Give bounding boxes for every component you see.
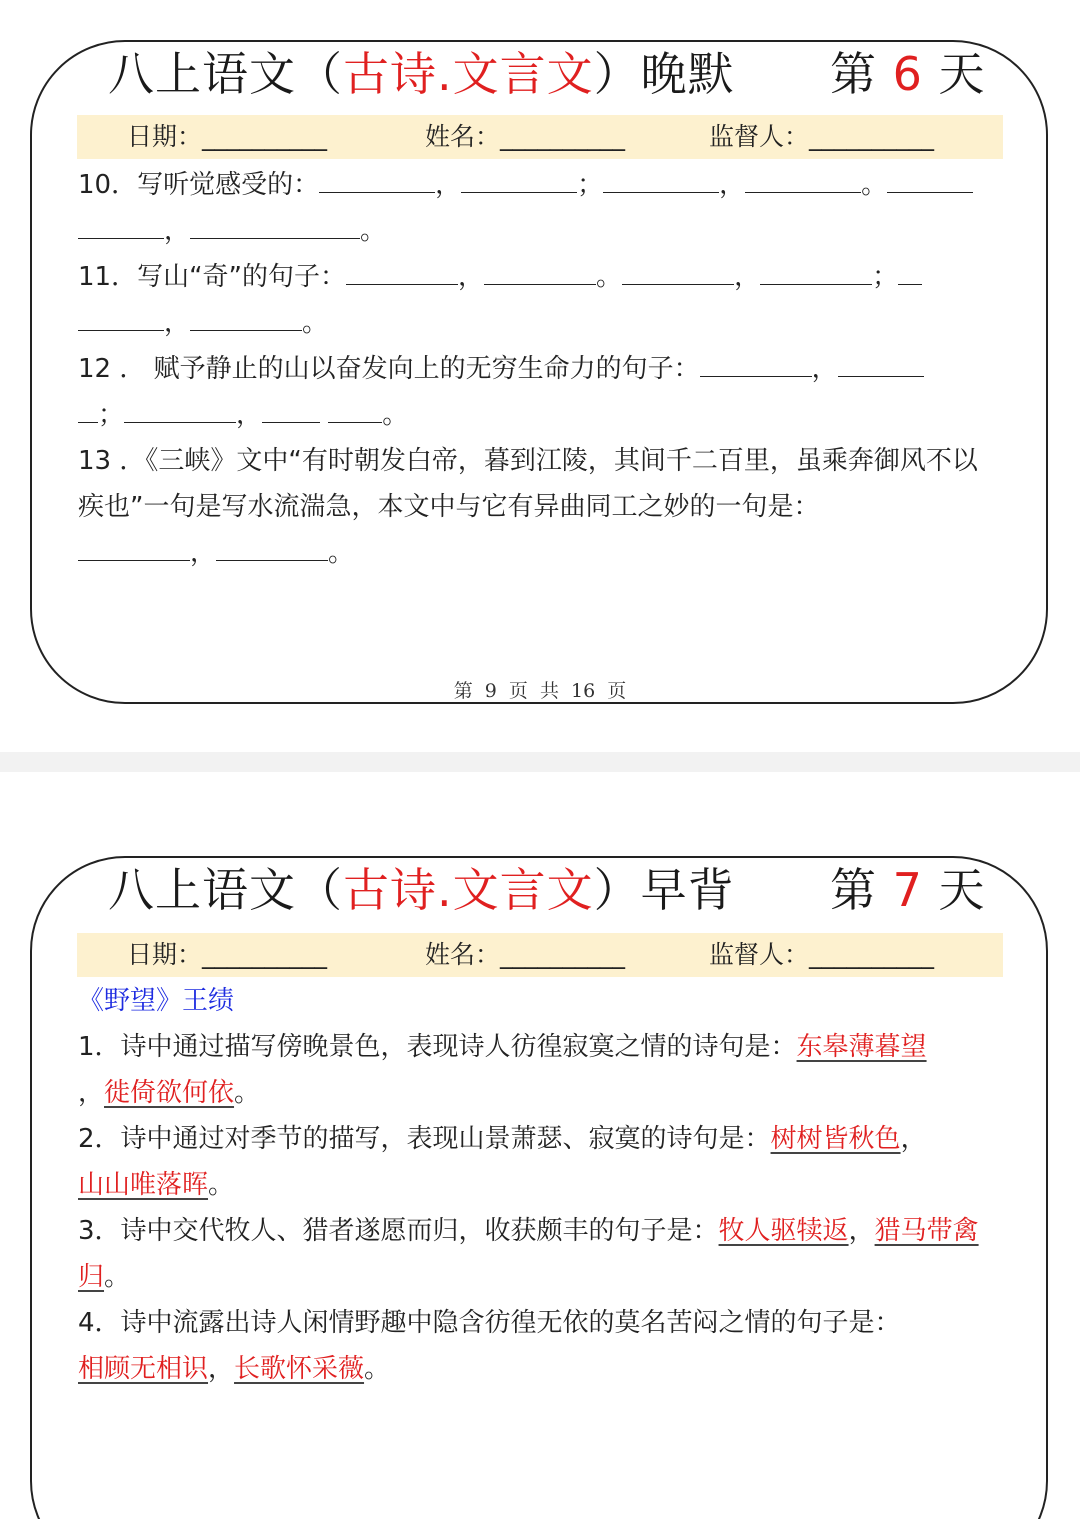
answer: 牧人驱犊返 [718, 1216, 849, 1246]
question-11: 11．写山“奇”的句子： ， 。 ， ； ， 。 [78, 254, 1003, 346]
answer: 相顾无相识 [78, 1354, 209, 1384]
name-field[interactable]: 姓名：__________ [425, 940, 626, 969]
question-2: 2．诗中通过对季节的描写，表现山景萧瑟、寂寞的诗句是：树树皆秋色， 山山唯落晖。 [78, 1124, 927, 1200]
question-1: 1．诗中通过描写傍晚景色，表现诗人彷徨寂寞之情的诗句是：东皋薄暮望 ，徙倚欲何依。 [78, 1032, 927, 1108]
date-field[interactable]: 日期：__________ [127, 940, 328, 969]
question-4: 4．诗中流露出诗人闲情野趣中隐含彷徨无依的莫名苦闷之情的句子是： 相顾无相识，长歌怀采薇。 [78, 1308, 901, 1384]
name-field[interactable]: 姓名：__________ [425, 122, 626, 151]
worksheet-page-day7: 八上语文（古诗.文言文）早背 第 7 天 日期：__________ 姓名：__________ 监督人：__________ 《野望》王绩 1．诗中通过描写傍晚景色，表现诗人彷徨寂寞之情的诗句是：东皋薄暮望 ，徙倚欲何依。 2．诗中通过对季节的描写，表现山景萧瑟、寂寞的诗句是：树树皆秋色， 山山唯落晖。 3．诗中交代牧人、猎者遂愿而归，收获颇丰的句子是：牧人驱犊返，猎马带禽归。 4．诗中流露出诗人闲情野趣中隐含彷徨无依的莫名苦闷之情的句子是： 相顾无相识，长歌怀采薇。 [0, 772, 1080, 1519]
supervisor-field[interactable]: 监督人：__________ [709, 122, 935, 151]
page-separator [0, 752, 1080, 772]
day-counter: 第 6 天 [830, 47, 986, 101]
info-bar [77, 115, 1003, 159]
page-footer: 第 9 页 共 16 页 [453, 680, 627, 702]
poem-title: 《野望》王绩 [78, 986, 235, 1016]
question-3: 3．诗中交代牧人、猎者遂愿而归，收获颇丰的句子是：牧人驱犊返，猎马带禽归。 [78, 1216, 979, 1292]
answer: 东皋薄暮望 [796, 1032, 927, 1062]
info-bar [77, 933, 1003, 977]
date-field[interactable]: 日期：__________ [127, 122, 328, 151]
answer: 山山唯落晖 [78, 1170, 209, 1200]
answer: 猎马带禽归 [78, 1216, 979, 1292]
question-13: 13 ．《三峡》文中“有时朝发白帝，暮到江陵，其间千二百里，虽乘奔御风不以疾也”一句是写水流湍急，本文中与它有异曲同工之妙的一句是： ， 。 [78, 446, 978, 568]
supervisor-field[interactable]: 监督人：__________ [709, 940, 935, 969]
question-list [78, 162, 1003, 576]
answer: 树树皆秋色 [770, 1124, 901, 1154]
day-counter: 第 7 天 [830, 863, 986, 917]
worksheet-page-day6: 八上语文（古诗.文言文）晚默 第 6 天 日期：__________ 姓名：__________ 监督人：__________ 10．写听觉感受的： ， ； ， 。 ， 。 11．写山“奇”的句子： ， 。 ， ； ， 。 12 ． 赋予静止的山以奋发向上的无穷生命力的句子： ， ； ， 。 13 ．《三峡》文中“有时朝发白帝，暮到江陵，其间千二百里，虽乘奔御风不以疾也”一句是写水流湍急，本文中与它有异曲同工之妙的一句是： ， 。 第 9 页 共 16 页 [0, 0, 1080, 752]
answer: 徙倚欲何依 [104, 1078, 235, 1108]
question-12: 12 ． 赋予静止的山以奋发向上的无穷生命力的句子： ， ； ， 。 [78, 346, 1003, 438]
answer: 长歌怀采薇 [234, 1354, 365, 1384]
question-10: 10．写听觉感受的： ， ； ， 。 ， 。 [78, 162, 1003, 254]
question-list [78, 978, 1003, 1392]
